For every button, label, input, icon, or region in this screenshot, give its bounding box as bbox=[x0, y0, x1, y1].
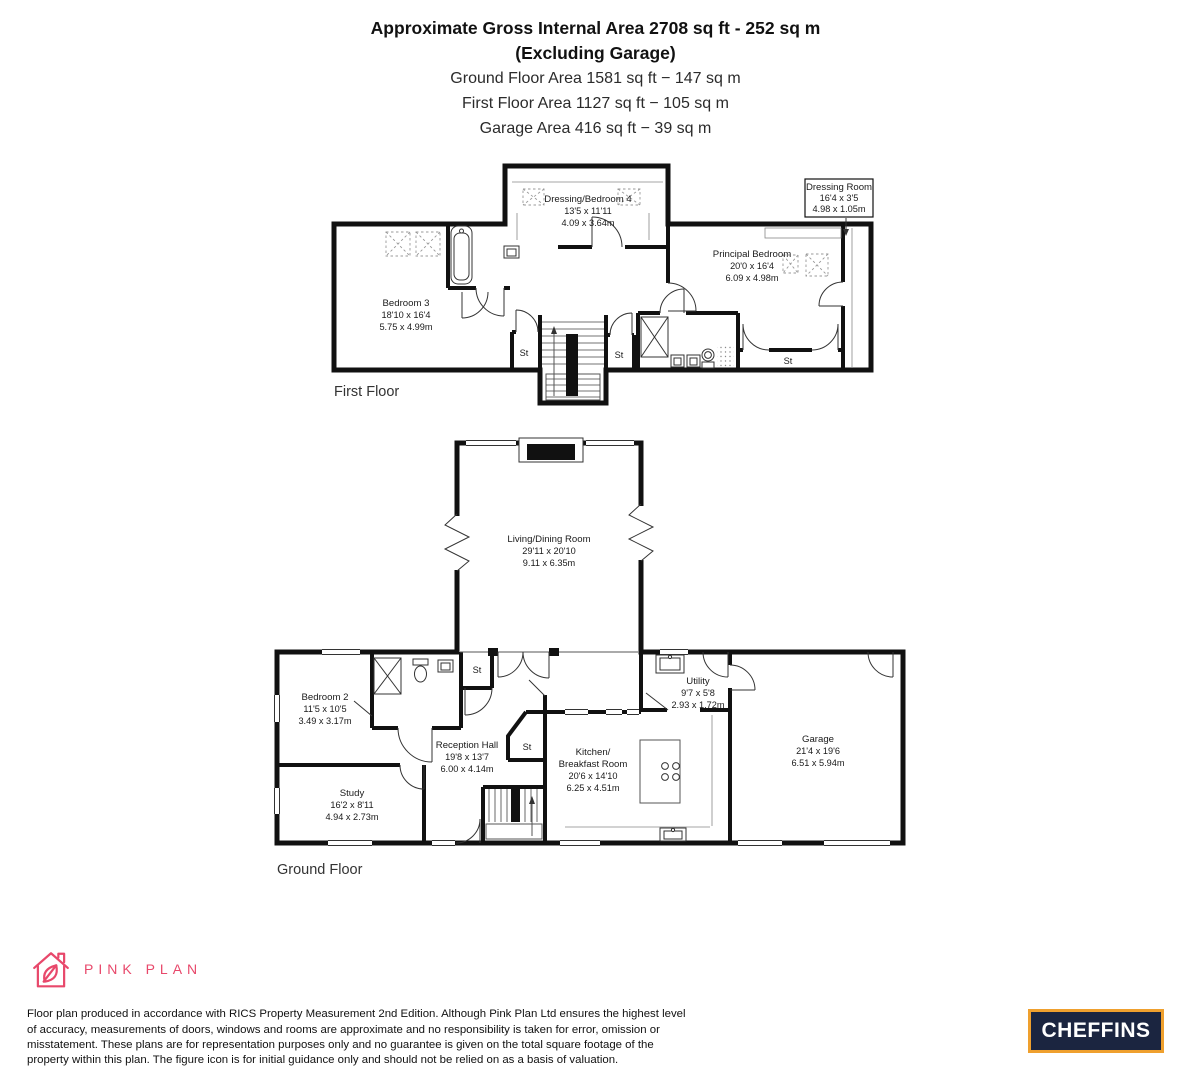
dressing-room-metric: 4.98 x 1.05m bbox=[812, 204, 866, 214]
stair-return-wall bbox=[511, 789, 520, 822]
pink-plan-house-icon bbox=[30, 948, 72, 990]
bathtub-icon bbox=[451, 226, 472, 284]
svg-text:Breakfast Room: Breakfast Room bbox=[558, 759, 628, 770]
room-bedroom-2 bbox=[298, 692, 351, 726]
svg-text:6.51 x 5.94m: 6.51 x 5.94m bbox=[791, 758, 845, 768]
toilet-icon-first-floor bbox=[702, 349, 714, 368]
svg-text:Bedroom 3: Bedroom 3 bbox=[382, 298, 430, 309]
svg-text:Study: Study bbox=[339, 788, 365, 799]
ground-floor-area-line: Ground Floor Area 1581 sq ft − 147 sq m bbox=[450, 70, 741, 87]
svg-text:2.93 x 1.72m: 2.93 x 1.72m bbox=[671, 700, 725, 710]
garage-area-line: Garage Area 416 sq ft − 39 sq m bbox=[479, 120, 712, 137]
svg-text:3.49 x 3.17m: 3.49 x 3.17m bbox=[298, 716, 352, 726]
svg-text:6.00 x 4.14m: 6.00 x 4.14m bbox=[440, 764, 494, 774]
svg-text:9'7 x 5'8: 9'7 x 5'8 bbox=[681, 688, 715, 698]
svg-text:21'4 x 19'6: 21'4 x 19'6 bbox=[796, 746, 840, 756]
svg-text:4.09 x 3.64m: 4.09 x 3.64m bbox=[561, 218, 615, 228]
svg-text:9.11 x 6.35m: 9.11 x 6.35m bbox=[522, 558, 576, 568]
svg-text:Bedroom 2: Bedroom 2 bbox=[301, 692, 349, 703]
svg-text:20'6 x 14'10: 20'6 x 14'10 bbox=[568, 771, 618, 781]
tiled-area bbox=[717, 345, 734, 368]
storage-label-3: St bbox=[783, 356, 793, 366]
storage-label-4: St bbox=[472, 665, 482, 675]
svg-text:6.09 x 4.98m: 6.09 x 4.98m bbox=[725, 273, 779, 283]
room-reception-hall bbox=[436, 740, 498, 774]
dressing-room-imperial: 16'4 x 3'5 bbox=[819, 193, 859, 203]
svg-text:18'10 x 16'4: 18'10 x 16'4 bbox=[381, 310, 431, 320]
ensuite-sink-icon bbox=[504, 246, 519, 258]
svg-text:29'11 x 20'10: 29'11 x 20'10 bbox=[522, 546, 576, 556]
svg-text:Living/Dining Room: Living/Dining Room bbox=[507, 534, 591, 545]
svg-text:Dressing/Bedroom 4: Dressing/Bedroom 4 bbox=[544, 194, 632, 205]
shower-icon-ground-floor bbox=[374, 658, 401, 694]
cheffins-logo bbox=[1028, 1009, 1164, 1053]
svg-text:11'5 x 10'5: 11'5 x 10'5 bbox=[303, 704, 347, 714]
first-floor-label: First Floor bbox=[334, 384, 400, 400]
dressing-room-name: Dressing Room bbox=[805, 182, 873, 193]
svg-text:Utility: Utility bbox=[686, 676, 710, 687]
toilet-icon-ground-floor bbox=[413, 659, 428, 682]
first-floor-area-line: First Floor Area 1127 sq ft − 105 sq m bbox=[462, 95, 729, 112]
fireplace-icon bbox=[519, 438, 583, 462]
svg-text:20'0 x 16'4: 20'0 x 16'4 bbox=[730, 261, 774, 271]
svg-text:4.94 x 2.73m: 4.94 x 2.73m bbox=[325, 812, 379, 822]
svg-text:5.75 x 4.99m: 5.75 x 4.99m bbox=[379, 322, 433, 332]
ground-floor-label: Ground Floor bbox=[277, 862, 363, 878]
pink-plan-brand bbox=[30, 948, 202, 990]
kitchen-sink-icon bbox=[660, 828, 686, 841]
shower-icon-first-floor bbox=[641, 317, 668, 357]
svg-text:13'5 x 11'11: 13'5 x 11'11 bbox=[564, 206, 612, 216]
svg-text:6.25 x 4.51m: 6.25 x 4.51m bbox=[566, 783, 620, 793]
storage-label-2: St bbox=[614, 350, 624, 360]
pink-plan-label: PINK PLAN bbox=[84, 961, 203, 977]
ground-floor-plan bbox=[273, 438, 903, 878]
svg-text:Garage: Garage bbox=[802, 734, 834, 745]
svg-text:19'8 x 13'7: 19'8 x 13'7 bbox=[445, 752, 489, 762]
utility-sink-icon bbox=[656, 655, 684, 673]
svg-text:Kitchen/: Kitchen/ bbox=[575, 747, 611, 758]
storage-label-5: St bbox=[522, 742, 532, 752]
svg-text:Principal Bedroom: Principal Bedroom bbox=[712, 249, 792, 260]
stair-return-wall bbox=[566, 334, 578, 396]
disclaimer-text: Floor plan produced in accordance with RICS Property Measurement 2nd Edition. Although Pink Plan Ltd ensures the highest level of accuracy, measurements of doors, windows and rooms are approximate and no responsibility is taken for error, omission or misstatement. These plans are for representation purposes only and no guarantee is given on the total square footage of the property within this plan. The figure icon is for initial guidance only and should not be relied on as a basis of valuation. bbox=[27, 1008, 686, 1066]
first-floor-plan bbox=[334, 166, 873, 403]
storage-label-1: St bbox=[519, 348, 529, 358]
svg-text:Reception Hall: Reception Hall bbox=[435, 740, 499, 751]
room-bedroom-3 bbox=[379, 298, 432, 332]
cheffins-label: CHEFFINS bbox=[1041, 1019, 1151, 1042]
excluding-garage-line: (Excluding Garage) bbox=[515, 43, 676, 63]
gross-area-line: Approximate Gross Internal Area 2708 sq ft - 252 sq m bbox=[370, 18, 821, 38]
svg-text:16'2 x 8'11: 16'2 x 8'11 bbox=[330, 800, 374, 810]
ensuite-sink-icon-ground bbox=[438, 660, 453, 672]
